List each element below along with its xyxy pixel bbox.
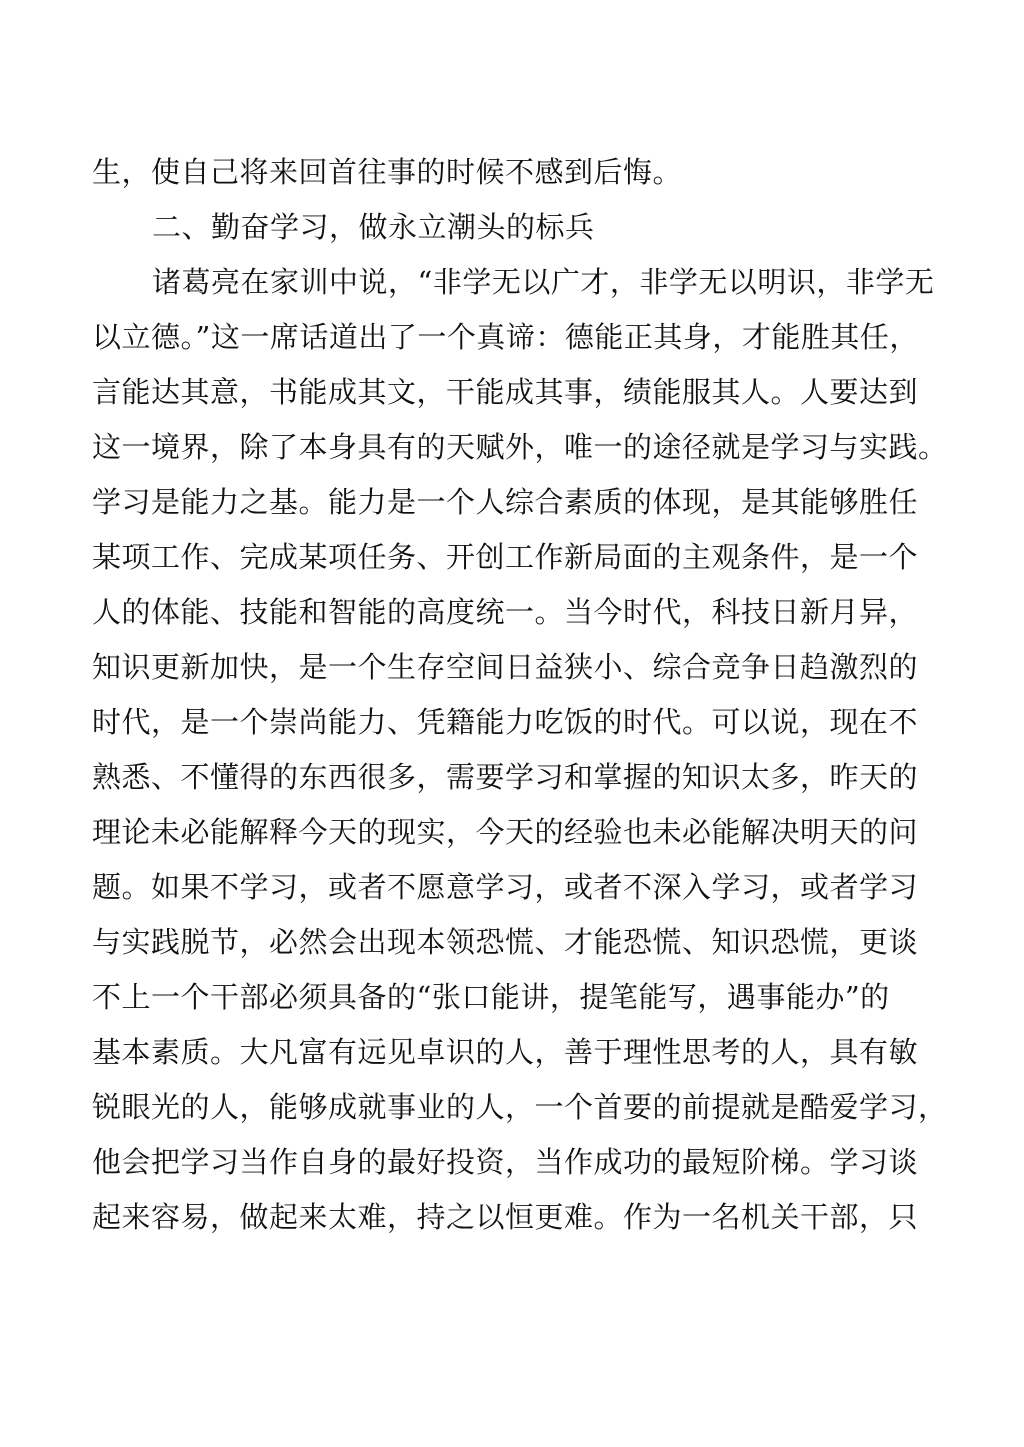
text-line: 以立德。”这一席话道出了一个真谛：德能正其身，才能胜其任， bbox=[92, 320, 919, 354]
text-line: 题。如果不学习，或者不愿意学习，或者不深入学习，或者学习 bbox=[92, 870, 919, 904]
text-line: 熟悉、不懂得的东西很多，需要学习和掌握的知识太多，昨天的 bbox=[92, 760, 919, 794]
text-line: 人的体能、技能和智能的高度统一。当今时代，科技日新月异， bbox=[92, 595, 919, 629]
text-line: 起来容易，做起来太难，持之以恒更难。作为一名机关干部，只 bbox=[92, 1200, 919, 1234]
text-line: 知识更新加快，是一个生存空间日益狭小、综合竞争日趋激烈的 bbox=[92, 650, 919, 684]
text-line: 理论未必能解释今天的现实，今天的经验也未必能解决明天的问 bbox=[92, 815, 919, 849]
text-line: 锐眼光的人，能够成就事业的人，一个首要的前提就是酷爱学习， bbox=[92, 1090, 948, 1124]
text-line: 基本素质。大凡富有远见卓识的人，善于理性思考的人，具有敏 bbox=[92, 1035, 919, 1069]
text-line: 生，使自己将来回首往事的时候不感到后悔。 bbox=[92, 155, 683, 189]
text-line: 学习是能力之基。能力是一个人综合素质的体现，是其能够胜任 bbox=[92, 485, 919, 519]
text-line: 某项工作、完成某项任务、开创工作新局面的主观条件，是一个 bbox=[92, 540, 919, 574]
text-line: 时代，是一个崇尚能力、凭籍能力吃饭的时代。可以说，现在不 bbox=[92, 705, 919, 739]
text-line: 他会把学习当作自身的最好投资，当作成功的最短阶梯。学习谈 bbox=[92, 1145, 919, 1179]
text-line: 诸葛亮在家训中说，“非学无以广才，非学无以明识，非学无 bbox=[152, 265, 935, 299]
text-line: 这一境界，除了本身具有的天赋外，唯一的途径就是学习与实践。 bbox=[92, 430, 948, 464]
text-line: 言能达其意，书能成其文，干能成其事，绩能服其人。人要达到 bbox=[92, 375, 919, 409]
section-heading: 二、勤奋学习，做永立潮头的标兵 bbox=[152, 210, 595, 244]
text-line: 与实践脱节，必然会出现本领恐慌、才能恐慌、知识恐慌，更谈 bbox=[92, 925, 919, 959]
text-line: 不上一个干部必须具备的“张口能讲，提笔能写，遇事能办”的 bbox=[92, 980, 890, 1014]
